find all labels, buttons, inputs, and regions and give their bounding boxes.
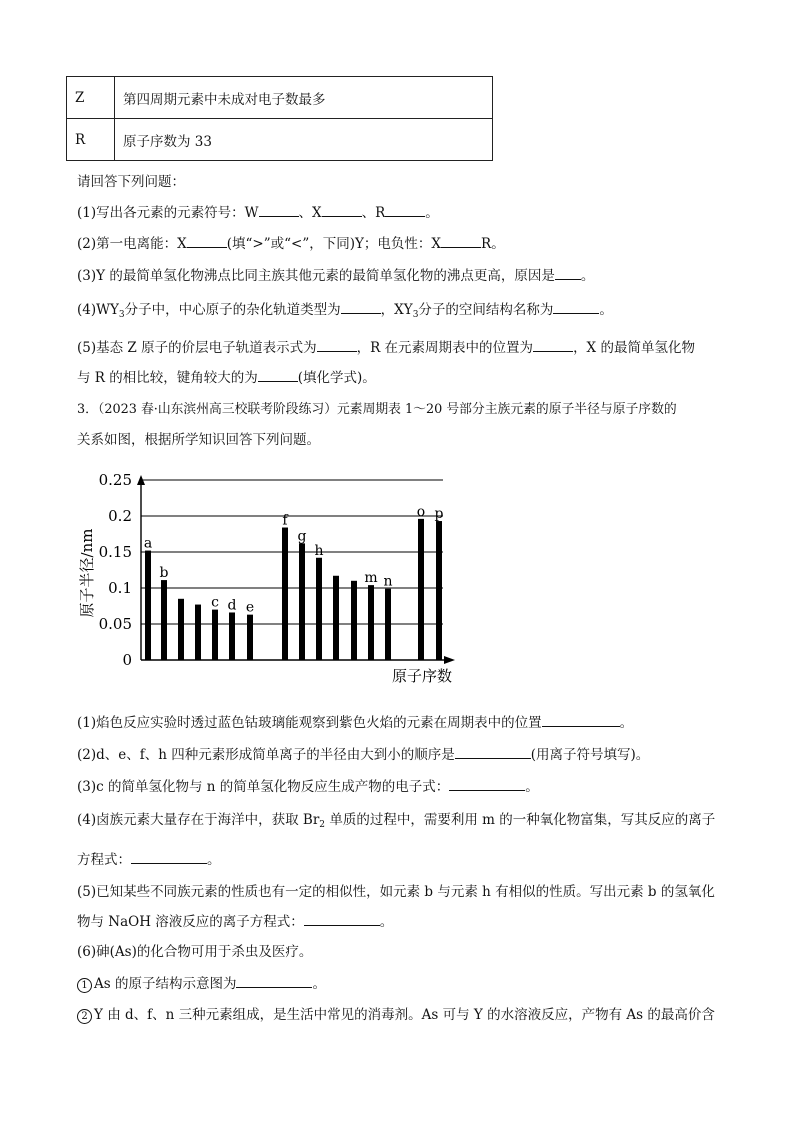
text: 方程式：: [77, 852, 131, 868]
q3-part6-sub2: [77, 1003, 715, 1024]
bar-label: h: [314, 542, 324, 559]
bar-label: c: [211, 594, 219, 611]
bar: [282, 528, 288, 660]
answer-blank[interactable]: [553, 299, 599, 314]
text: 。: [425, 205, 439, 221]
y-tick-label: 0: [122, 651, 132, 669]
table-cell-desc: 第四周期元素中未成对电子数最多: [115, 77, 493, 119]
q3-part6-sub1: [77, 972, 326, 993]
text: (1)写出各元素的元素符号：W: [77, 205, 259, 221]
text: 分子的空间结构名称为: [418, 302, 554, 318]
bar: [178, 599, 184, 660]
answer-blank[interactable]: [542, 712, 620, 727]
bar: [316, 558, 322, 660]
bar-label: p: [434, 506, 444, 523]
x-axis-arrow: [444, 656, 455, 664]
answer-blank[interactable]: [455, 744, 531, 759]
y-tick-label: 0.2: [108, 507, 132, 525]
text: 。: [207, 852, 221, 868]
bar-label: a: [143, 535, 153, 552]
bar: [368, 585, 374, 660]
text: (2)d、e、f、h 四种元素形成简单离子的半径由大到小的顺序是: [77, 747, 455, 763]
answer-blank[interactable]: [258, 367, 298, 382]
y-tick-label: 0.15: [98, 543, 132, 561]
answer-blank[interactable]: [533, 337, 573, 352]
bar: [385, 589, 391, 660]
answer-blank[interactable]: [259, 202, 299, 217]
bar: [418, 519, 424, 660]
text: (3)c 的简单氢化物与 n 的简单氢化物反应生成产物的电子式：: [77, 779, 450, 795]
q3-part3: [77, 775, 539, 795]
text: As 的原子结构示意图为: [94, 976, 237, 992]
text: 与 R 的相比较，键角较大的为: [77, 370, 258, 386]
q2-part5-line2: [77, 366, 376, 386]
x-axis-label: 原子序数: [391, 667, 453, 685]
q2-part5-line1: [77, 336, 695, 356]
answer-blank[interactable]: [236, 973, 312, 988]
bar-label: n: [383, 573, 393, 590]
chart-bars: [144, 504, 444, 660]
answer-blank[interactable]: [555, 265, 581, 280]
atomic-radius-chart: [70, 463, 470, 691]
bar: [161, 580, 167, 660]
bar: [436, 521, 442, 660]
text: (2)第一电离能：X: [77, 236, 187, 252]
answer-blank[interactable]: [385, 202, 425, 217]
text: 。: [312, 976, 326, 992]
subscript: 3: [118, 310, 125, 320]
table-cell-key: Z: [67, 77, 115, 119]
table-cell-desc: 原子序数为 33: [115, 119, 493, 161]
q3-part5-line1: (5)已知某些不同族元素的性质也有一定的相似性，如元素 b 与元素 h 有相似的性质。写出元素 b 的氢氧化: [77, 884, 715, 900]
answer-blank[interactable]: [322, 202, 362, 217]
text: 。: [525, 779, 539, 795]
text: ，X 的最简单氢化物: [573, 340, 695, 356]
text: (用离子符号填写)。: [530, 747, 650, 763]
text: Y 由 d、f、n 三种元素组成，是生活中常见的消毒剂。As 可与 Y 的水溶液反应，产物有 As 的最高价含: [94, 1007, 715, 1023]
bar-label: e: [245, 599, 255, 616]
text: 。: [580, 268, 595, 284]
q3-part4-line2: [77, 848, 221, 868]
text: (4)WY: [77, 302, 119, 318]
text: 、R: [361, 205, 386, 221]
y-tick-label: 0.05: [98, 615, 132, 633]
bar: [299, 543, 305, 660]
answer-blank[interactable]: [317, 337, 357, 352]
text: 、X: [298, 205, 322, 221]
text: 物与 NaOH 溶液反应的离子方程式：: [77, 914, 304, 930]
q3-part6: (6)砷(As)的化合物可用于杀虫及医疗。: [77, 944, 313, 960]
table-row: [67, 119, 493, 161]
q2-part1: [77, 201, 439, 221]
text: ，XY: [380, 302, 413, 318]
bar-label: o: [416, 503, 426, 520]
y-axis-label: 原子半径/nm: [78, 528, 96, 618]
text: (5)基态 Z 原子的价层电子轨道表示式为: [77, 340, 317, 356]
answer-blank[interactable]: [341, 299, 381, 314]
q3-part4-line1: [77, 808, 715, 830]
answer-blank[interactable]: [304, 911, 380, 926]
bar-label: f: [282, 512, 288, 529]
bar: [247, 615, 253, 660]
answer-blank[interactable]: [131, 849, 207, 864]
text: ，R 在元素周期表中的位置为: [356, 340, 534, 356]
q3-heading-line2: 关系如图，根据所学知识回答下列问题。: [77, 432, 320, 448]
q2-part2: [77, 232, 505, 252]
text: 。: [379, 914, 394, 930]
answer-blank[interactable]: [441, 233, 481, 248]
q2-part3: [77, 264, 594, 284]
bar-label: m: [364, 570, 378, 587]
bar-label: g: [297, 528, 307, 545]
subscript: 2: [319, 820, 326, 830]
circled-number: 2: [77, 1009, 92, 1024]
text: (填“>”或“<”，下同)Y；电负性：X: [226, 236, 442, 252]
y-tick-label: 0.1: [108, 579, 132, 597]
answer-blank[interactable]: [449, 776, 525, 791]
chart-axes: [137, 475, 455, 664]
q2-intro: 请回答下列问题：: [77, 174, 185, 190]
q2-part4: [77, 298, 613, 320]
chart-gridlines: [141, 480, 443, 624]
text: (4)卤族元素大量存在于海洋中，获取 Br: [77, 812, 320, 828]
bar: [145, 551, 151, 660]
element-info-table: [66, 76, 493, 161]
bar: [229, 612, 235, 660]
text: (3)Y 的最简单氢化物沸点比同主族其他元素的最简单氢化物的沸点更高，原因是: [77, 268, 555, 284]
q3-part2: [77, 743, 649, 763]
q3-heading-line1: 3．（2023 春·山东滨州高三校联考阶段练习）元素周期表 1～20 号部分主族元素的原子半径与原子序数的: [77, 402, 677, 417]
table-row: [67, 77, 493, 119]
text: 。: [599, 302, 613, 318]
q3-part1: [77, 711, 633, 731]
circled-number: 1: [77, 978, 92, 993]
table-cell-key: R: [67, 119, 115, 161]
text: 。: [619, 715, 634, 731]
q3-part5-line2: [77, 910, 393, 930]
text: 分子中，中心原子的杂化轨道类型为: [124, 302, 341, 318]
text: (填化学式)。: [297, 370, 376, 386]
bar-label: d: [227, 597, 237, 614]
bar: [333, 576, 339, 660]
bar: [195, 605, 201, 660]
bar: [351, 581, 357, 660]
bar: [212, 610, 218, 660]
text: R。: [481, 236, 505, 252]
subscript: 3: [412, 310, 419, 320]
text: 单质的过程中，需要利用 m 的一种氧化物富集，写其反应的离子: [325, 812, 716, 828]
bar-label: b: [159, 565, 169, 582]
text: (1)焰色反应实验时透过蓝色钴玻璃能观察到紫色火焰的元素在周期表中的位置: [77, 715, 542, 731]
y-tick-label: 0.25: [98, 471, 132, 489]
answer-blank[interactable]: [187, 233, 227, 248]
y-tick-labels: [99, 471, 132, 669]
